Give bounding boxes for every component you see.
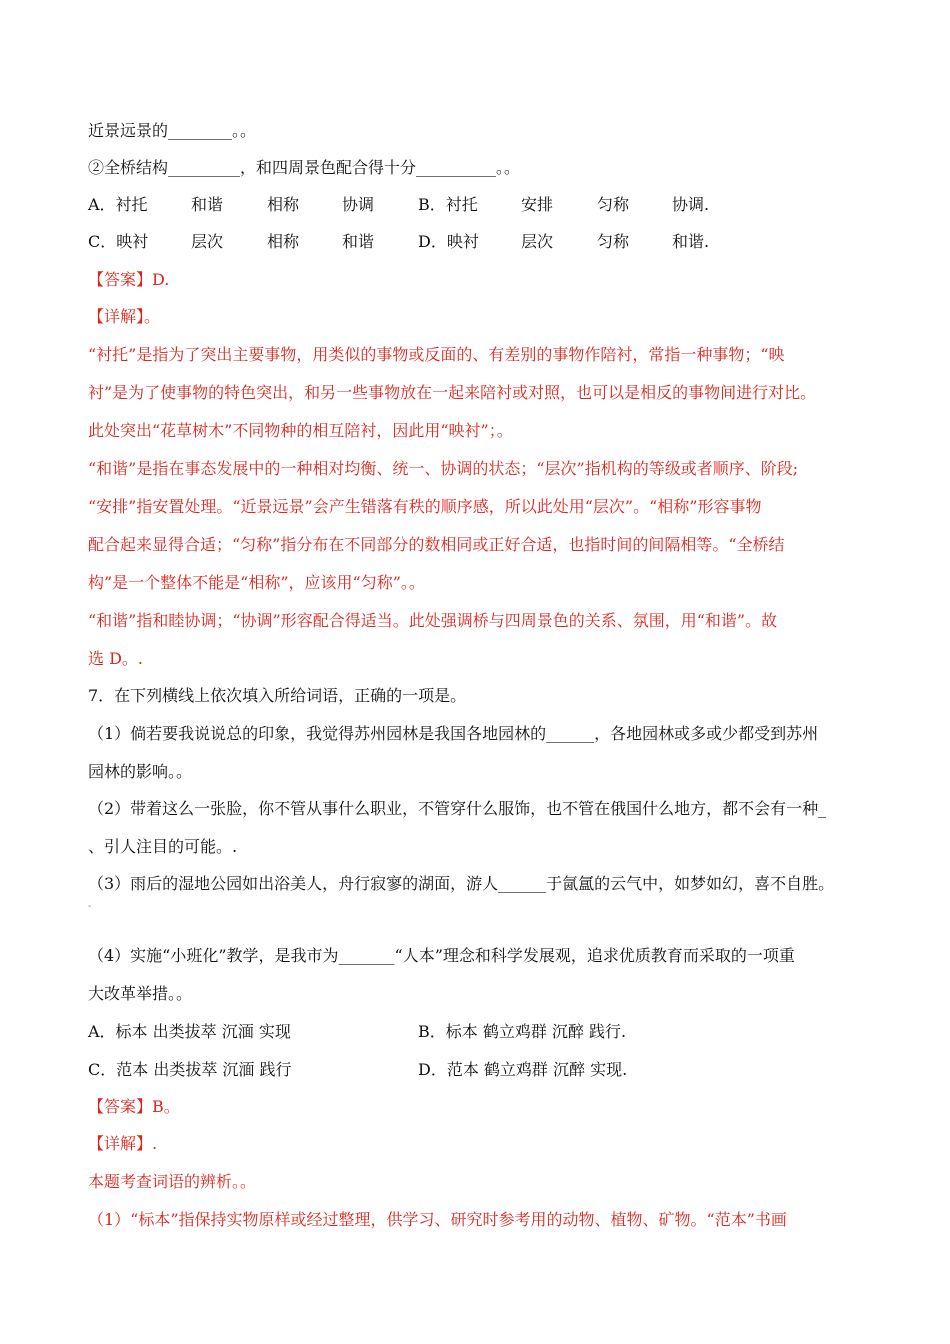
q6-option-c-label: C．映衬 [88, 232, 149, 251]
q7-option-b: B．标本 鹤立鸡群 沉醉 践行. [418, 1022, 627, 1041]
q7-sentence-1-cont: 园林的影响。。 [88, 762, 193, 781]
q7-sentence-3: （3）雨后的湿地公园如出浴美人，舟行寂寥的湖面，游人______于氤氲的云气中，如梦如幻，喜不自胜。 [88, 874, 835, 893]
q7-answer: 【答案】B。 [88, 1097, 180, 1116]
q6-option-a-word1: 和谐 [191, 195, 224, 214]
q7-sentence-2: （2）带着这么一张脸，你不管从事什么职业，不管穿什么服饰，也不管在俄国什么地方，都不会有一种_ [88, 799, 827, 818]
q6-explanation-3: 此处突出“花草树木”不同物种的相互陪衬，因此用“映衬”；。 [88, 421, 513, 440]
q6-option-c-word1: 层次 [191, 232, 224, 251]
q6-option-b-word2: 匀称 [597, 195, 630, 214]
q7-sentence-4: （4）实施“小班化”教学，是我市为_______“人本”理念和科学发展观，追求优质教育而采取的一项重 [88, 946, 795, 965]
q6-option-d-word3: 和谐. [672, 232, 710, 251]
q7-sentence-4-cont: 大改革举措。。 [88, 984, 193, 1003]
q6-explanation-7: 构”是一个整体不能是“相称”，应该用“匀称”。。 [88, 573, 425, 592]
q6-explanation-2: 衬”是为了使事物的特色突出，和另一些事物放在一起来陪衬或对照，也可以是相反的事物间进行对比。 [88, 383, 817, 402]
q6-explanation-1: “衬托”是指为了突出主要事物，用类似的事物或反面的、有差别的事物作陪衬，常指一种事物；“映 [88, 345, 785, 364]
q6-option-b-word1: 安排 [521, 195, 554, 214]
q6-answer: 【答案】D. [88, 270, 170, 289]
q6-line1: 近景远景的________。。 [88, 121, 257, 140]
q6-option-d-label: D．映衬 [418, 232, 479, 251]
q6-explanation-4: “和谐”是指在事态发展中的一种相对均衡、统一、协调的状态；“层次”指机构的等级或者顺序、阶段; [88, 459, 799, 478]
q6-option-a-label: A．衬托 [88, 195, 148, 214]
q6-line2: ②全桥结构_________，和四周景色配合得十分__________。。 [88, 158, 521, 177]
q7-explanation-1: 本题考查词语的辨析。。 [88, 1172, 257, 1191]
q6-option-b-label: B．衬托 [418, 195, 478, 214]
q7-explanation-2: （1）“标本”指保持实物原样或经过整理，供学习、研究时参考用的动物、植物、矿物。“范本”书画 [88, 1210, 787, 1229]
q6-explanation-8: “和谐”指和睦协调；“协调”形容配合得适当。此处强调桥与四周景色的关系、氛围，用“和谐”。故 [88, 611, 778, 630]
q6-option-c-word2: 相称 [267, 232, 300, 251]
q7-option-d: D．范本 鹤立鸡群 沉醉 实现. [418, 1060, 628, 1079]
q6-option-d-word2: 匀称 [597, 232, 630, 251]
q6-option-d-word1: 层次 [521, 232, 554, 251]
q7-sentence-3-mark: - [88, 901, 92, 912]
q6-option-b-word3: 协调. [672, 195, 710, 214]
q6-option-c-word3: 和谐 [342, 232, 375, 251]
q6-option-a-word3: 协调 [342, 195, 375, 214]
q7-option-a: A．标本 出类拔萃 沉湎 实现 [88, 1022, 291, 1041]
q6-option-a-word2: 相称 [267, 195, 300, 214]
q7-sentence-2-cont: 、引人注目的可能。. [88, 837, 238, 856]
q6-detail-heading: 【详解】。 [88, 307, 161, 326]
q6-explanation-6: 配合起来显得合适；“匀称”指分布在不同部分的数相同或正好合适，也指时间的间隔相等。“全桥结 [88, 535, 785, 554]
q7-option-c: C．范本 出类拔萃 沉湎 践行 [88, 1060, 292, 1079]
q6-explanation-9: 选 D。. [88, 649, 144, 668]
q7-sentence-1: （1）倘若要我说说总的印象，我觉得苏州园林是我国各地园林的______，各地园林或多或少都受到苏州 [88, 724, 819, 743]
q7-detail-heading: 【详解】. [88, 1134, 158, 1153]
q7-stem: 7．在下列横线上依次填入所给词语，正确的一项是。 [88, 686, 467, 705]
q6-explanation-5: “安排”指安置处理。“近景远景”会产生错落有秩的顺序感，所以此处用“层次”。“相称”形容事物 [88, 497, 762, 516]
